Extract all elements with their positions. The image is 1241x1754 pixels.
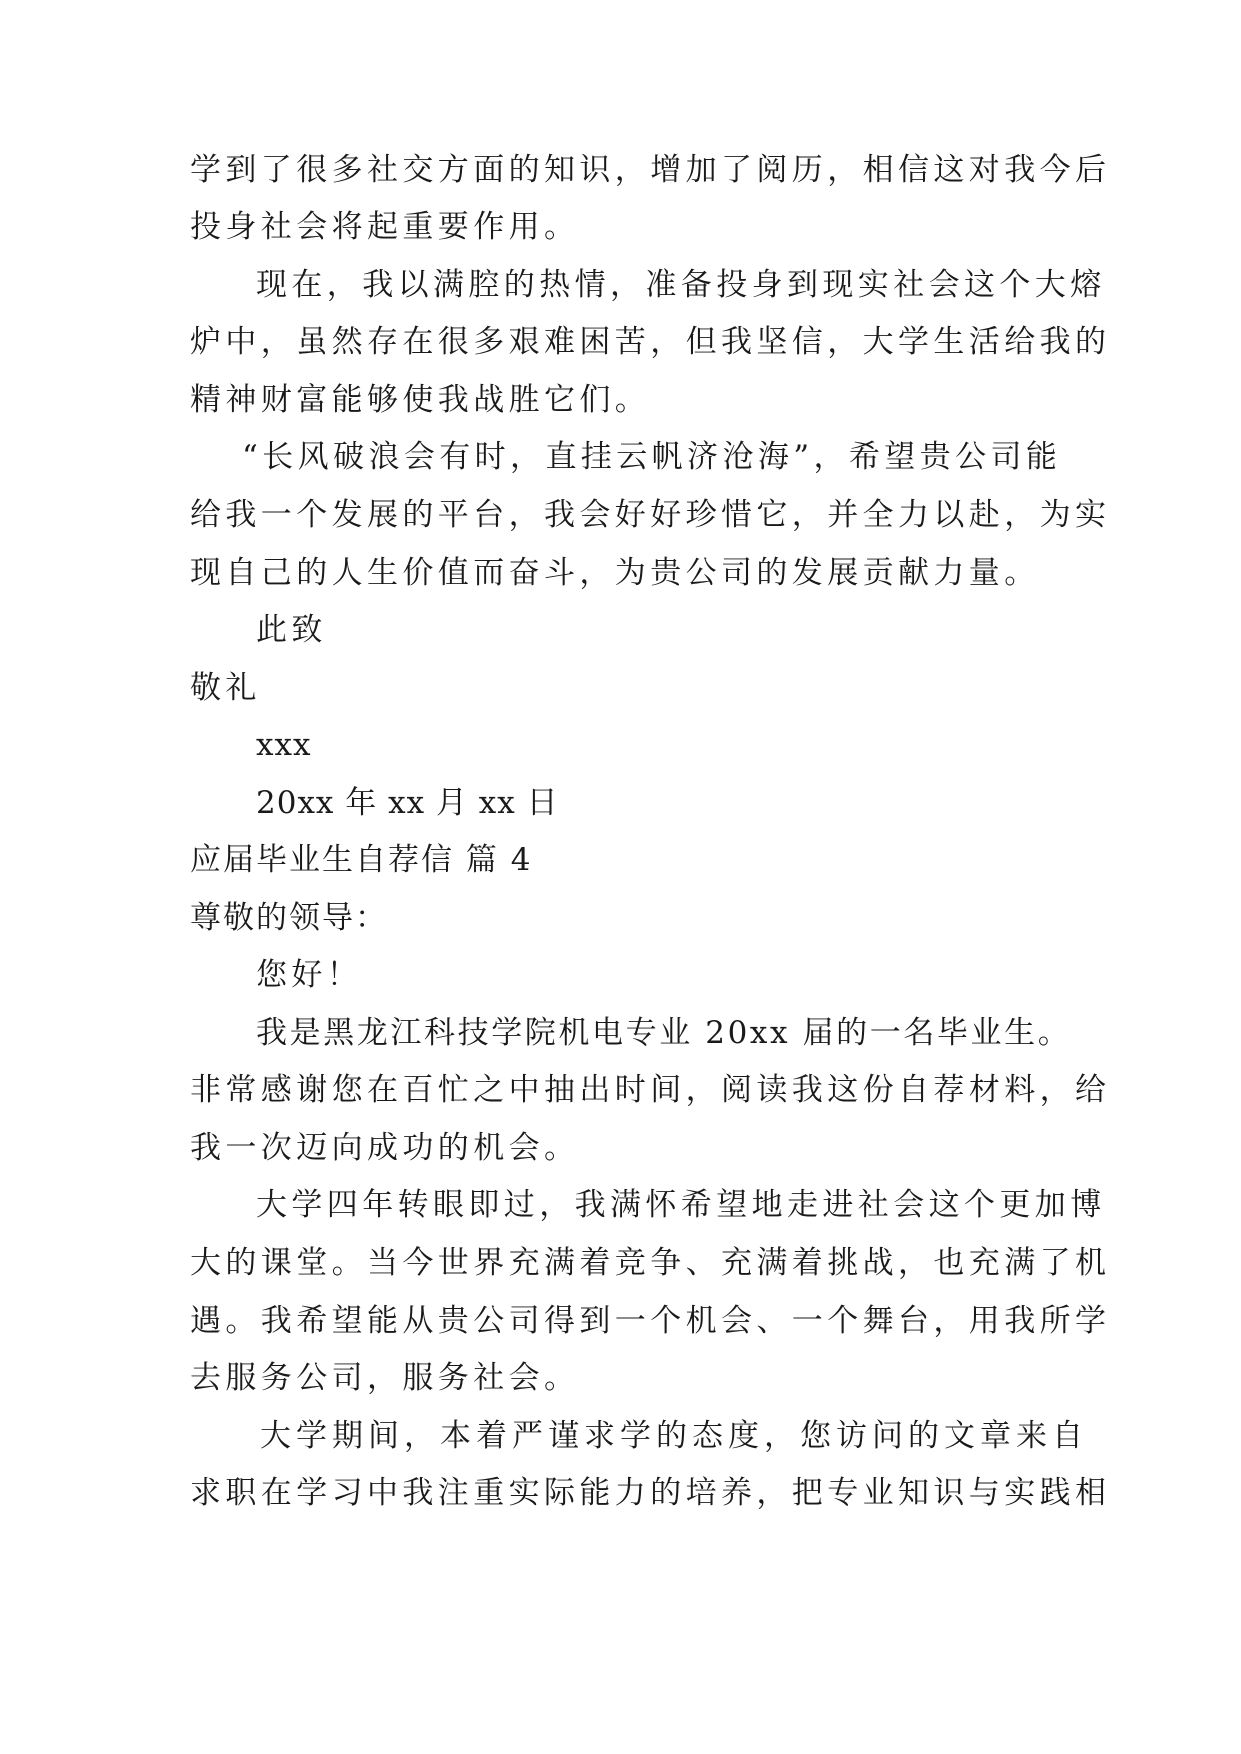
paragraph-first-line: “长风破浪会有时，直挂云帆济沧海”，希望贵公司能 [242, 439, 1062, 475]
closing-respect: 敬礼 [190, 670, 261, 706]
signature-date: 20xx 年 xx 月 xx 日 [256, 785, 559, 821]
text-line: 给我一个发展的平台，我会好好珍惜它，并全力以赴，为实 [190, 497, 1111, 533]
text-line: 去服务公司，服务社会。 [190, 1360, 580, 1396]
text-line: 投身社会将起重要作用。 [190, 209, 580, 245]
text-line: 非常感谢您在百忙之中抽出时间，阅读我这份自荐材料，给 [190, 1072, 1111, 1108]
text-line: 学到了很多社交方面的知识，增加了阅历，相信这对我今后 [190, 152, 1111, 188]
text-line: 求职在学习中我注重实际能力的培养，把专业知识与实践相 [190, 1475, 1111, 1511]
text-line: 精神财富能够使我战胜它们。 [190, 382, 651, 418]
text-line: 大的课堂。当今世界充满着竞争、充满着挑战，也充满了机 [190, 1245, 1111, 1281]
text-line: 遇。我希望能从贵公司得到一个机会、一个舞台，用我所学 [190, 1303, 1111, 1339]
signature-name: xxx [256, 727, 312, 763]
paragraph-first-line: 大学期间，本着严谨求学的态度，您访问的文章来自 [260, 1418, 1088, 1454]
greeting: 您好！ [256, 957, 363, 993]
text-line: 炉中，虽然存在很多艰难困苦，但我坚信，大学生活给我的 [190, 324, 1111, 360]
greeting-addressee: 尊敬的领导： [190, 900, 388, 936]
paragraph-first-line: 大学四年转眼即过，我满怀希望地走进社会这个更加博 [256, 1187, 1106, 1223]
closing-salutation: 此致 [256, 612, 327, 648]
paragraph-first-line: 现在，我以满腔的热情，准备投身到现实社会这个大熔 [256, 267, 1106, 303]
paragraph-first-line: 我是黑龙江科技学院机电专业 20xx 届的一名毕业生。 [256, 1015, 1072, 1051]
section-title: 应届毕业生自荐信 篇 4 [190, 842, 533, 878]
text-line: 现自己的人生价值而奋斗，为贵公司的发展贡献力量。 [190, 555, 1040, 591]
text-line: 我一次迈向成功的机会。 [190, 1130, 580, 1166]
